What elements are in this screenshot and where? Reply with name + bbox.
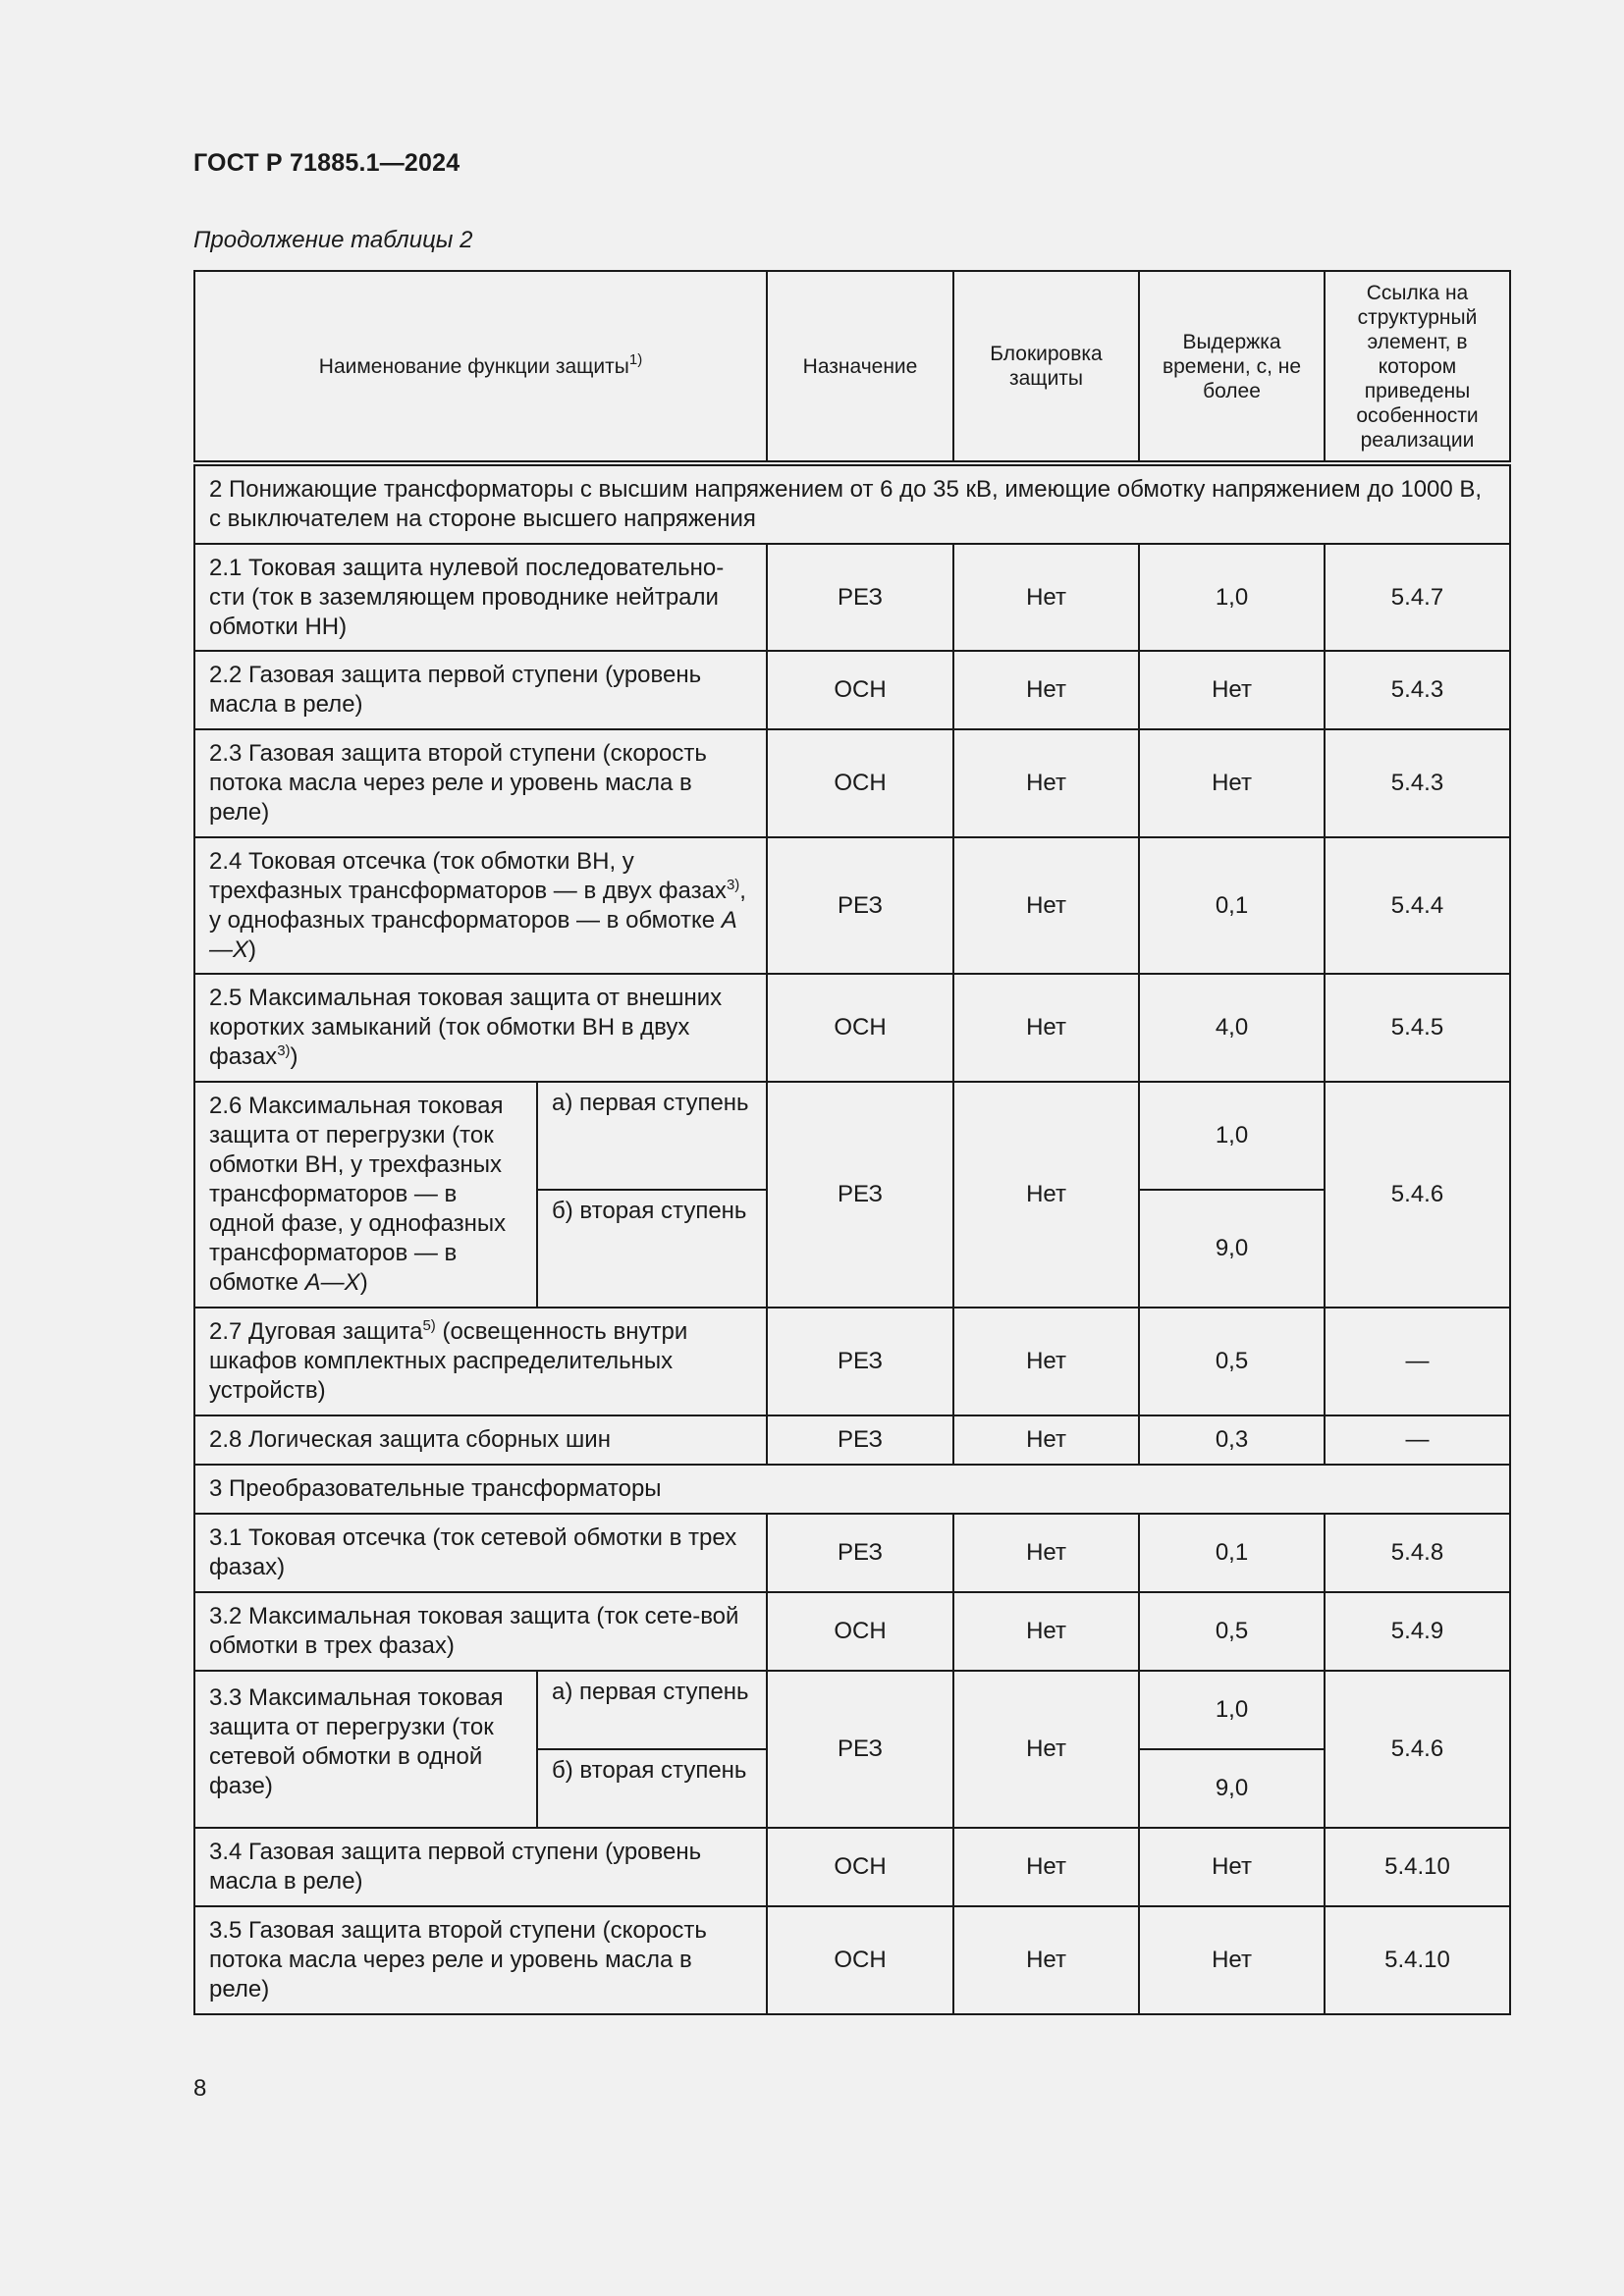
function-name: 3.5 Газовая защита второй ступени (скорость потока масла через реле и уровень масла в реле) (194, 1906, 767, 2014)
table-row (194, 974, 1510, 1082)
table-row (194, 1514, 1510, 1592)
table-row (194, 1828, 1510, 1906)
delay-cell: 9,0 (1139, 1190, 1325, 1308)
function-name: 2.3 Газовая защита второй ступени (скорость потока масла через реле и уровень масла в реле) (194, 729, 767, 837)
reference-cell: 5.4.6 (1325, 1671, 1510, 1828)
stage-second: б) вторая ступень (537, 1749, 767, 1828)
function-name: 3.2 Максимальная токовая защита (ток сете-вой обмотки в трех фазах) (194, 1592, 767, 1671)
table-row (194, 729, 1510, 837)
stage-first: а) первая ступень (537, 1671, 767, 1749)
table-row (194, 1671, 1510, 1749)
section-title: 2 Понижающие трансформаторы с высшим напряжением от 6 до 35 кВ, имеющие обмотку напряжением до 1000 В, с выключателем на стороне высшего напряжения (194, 463, 1510, 544)
footnote-marker: 5) (422, 1317, 436, 1334)
blocking-cell: Нет (953, 1082, 1139, 1308)
delay-cell: 9,0 (1139, 1749, 1325, 1828)
page-number: 8 (193, 2075, 207, 2102)
reference-cell: 5.4.3 (1325, 651, 1510, 729)
reference-cell: 5.4.6 (1325, 1082, 1510, 1308)
delay-cell: 0,1 (1139, 1514, 1325, 1592)
blocking-cell: Нет (953, 729, 1139, 837)
delay-cell: Нет (1139, 729, 1325, 837)
function-name: 3.4 Газовая защита первой ступени (уровень масла в реле) (194, 1828, 767, 1906)
blocking-cell: Нет (953, 1308, 1139, 1415)
header-blocking: Блокировка защиты (953, 271, 1139, 463)
purpose-cell: РЕЗ (767, 1514, 953, 1592)
function-name: 2.1 Токовая защита нулевой последовательно-сти (ток в заземляющем проводнике нейтрали обмотки НН) (194, 544, 767, 651)
table-row (194, 837, 1510, 974)
function-name: 2.6 Максимальная токовая защита от перегрузки (ток обмотки ВН, у трехфазных трансформаторов — в одной фазе, у однофазных трансформаторов — в обмотке А—Х) (194, 1082, 537, 1308)
header-function-name: Наименование функции защиты$^{1)}$ (194, 271, 767, 463)
table-header-row (194, 271, 1510, 463)
reference-cell: 5.4.8 (1325, 1514, 1510, 1592)
purpose-cell: ОСН (767, 651, 953, 729)
purpose-cell: ОСН (767, 974, 953, 1082)
table-row (194, 544, 1510, 651)
delay-cell: 1,0 (1139, 1671, 1325, 1749)
blocking-cell: Нет (953, 651, 1139, 729)
footnote-marker: 3) (277, 1042, 291, 1059)
reference-cell: 5.4.4 (1325, 837, 1510, 974)
footnote-marker: 3) (726, 876, 740, 893)
function-name: 2.4 Токовая отсечка (ток обмотки ВН, у трехфазных трансформаторов — в двух фазах$^{3)}$, у однофазных трансформаторов — в обмотке А—Х) (194, 837, 767, 974)
blocking-cell: Нет (953, 544, 1139, 651)
section-row (194, 463, 1510, 544)
reference-cell: 5.4.9 (1325, 1592, 1510, 1671)
blocking-cell: Нет (953, 1415, 1139, 1465)
purpose-cell: ОСН (767, 729, 953, 837)
blocking-cell: Нет (953, 1671, 1139, 1828)
table-row (194, 1415, 1510, 1465)
delay-cell: Нет (1139, 1906, 1325, 2014)
table-row (194, 1308, 1510, 1415)
section-title: 3 Преобразовательные трансформаторы (194, 1465, 1510, 1514)
purpose-cell: ОСН (767, 1592, 953, 1671)
blocking-cell: Нет (953, 1592, 1139, 1671)
blocking-cell: Нет (953, 974, 1139, 1082)
reference-cell: 5.4.10 (1325, 1828, 1510, 1906)
stage-second: б) вторая ступень (537, 1190, 767, 1308)
function-name: 3.1 Токовая отсечка (ток сетевой обмотки в трех фазах) (194, 1514, 767, 1592)
purpose-cell: ОСН (767, 1828, 953, 1906)
delay-cell: 0,1 (1139, 837, 1325, 974)
delay-cell: 4,0 (1139, 974, 1325, 1082)
delay-cell: 0,3 (1139, 1415, 1325, 1465)
footnote-marker: 1) (628, 350, 643, 368)
reference-cell: 5.4.7 (1325, 544, 1510, 651)
purpose-cell: РЕЗ (767, 837, 953, 974)
protection-functions-table (193, 270, 1511, 2015)
delay-cell: 1,0 (1139, 1082, 1325, 1190)
function-name: 2.7 Дуговая защита$^{5)}$ (освещенность внутри шкафов комплектных распределительных устройств) (194, 1308, 767, 1415)
blocking-cell: Нет (953, 1906, 1139, 2014)
reference-cell: 5.4.5 (1325, 974, 1510, 1082)
header-purpose: Назначение (767, 271, 953, 463)
function-name: 2.5 Максимальная токовая защита от внешних коротких замыканий (ток обмотки ВН в двух фазах$^{3)}$) (194, 974, 767, 1082)
function-name: 2.8 Логическая защита сборных шин (194, 1415, 767, 1465)
table-row (194, 1592, 1510, 1671)
header-reference: Ссылка на структурный элемент, в котором приведены особенности реализации (1325, 271, 1510, 463)
reference-cell: — (1325, 1415, 1510, 1465)
delay-cell: 1,0 (1139, 544, 1325, 651)
section-row (194, 1465, 1510, 1514)
delay-cell: 0,5 (1139, 1308, 1325, 1415)
purpose-cell: РЕЗ (767, 1671, 953, 1828)
purpose-cell: РЕЗ (767, 1308, 953, 1415)
purpose-cell: ОСН (767, 1906, 953, 2014)
reference-cell: 5.4.3 (1325, 729, 1510, 837)
header-delay: Выдержка времени, с, не более (1139, 271, 1325, 463)
function-name: 3.3 Максимальная токовая защита от перегрузки (ток сетевой обмотки в одной фазе) (194, 1671, 537, 1828)
table-row (194, 651, 1510, 729)
delay-cell: Нет (1139, 651, 1325, 729)
delay-cell: 0,5 (1139, 1592, 1325, 1671)
purpose-cell: РЕЗ (767, 1415, 953, 1465)
table-caption: Продолжение таблицы 2 (193, 227, 473, 253)
delay-cell: Нет (1139, 1828, 1325, 1906)
table-row (194, 1082, 1510, 1190)
reference-cell: — (1325, 1308, 1510, 1415)
purpose-cell: РЕЗ (767, 544, 953, 651)
stage-first: а) первая ступень (537, 1082, 767, 1190)
document-code: ГОСТ Р 71885.1—2024 (193, 149, 460, 177)
purpose-cell: РЕЗ (767, 1082, 953, 1308)
function-name: 2.2 Газовая защита первой ступени (уровень масла в реле) (194, 651, 767, 729)
blocking-cell: Нет (953, 1828, 1139, 1906)
reference-cell: 5.4.10 (1325, 1906, 1510, 2014)
blocking-cell: Нет (953, 837, 1139, 974)
table-row (194, 1906, 1510, 2014)
blocking-cell: Нет (953, 1514, 1139, 1592)
